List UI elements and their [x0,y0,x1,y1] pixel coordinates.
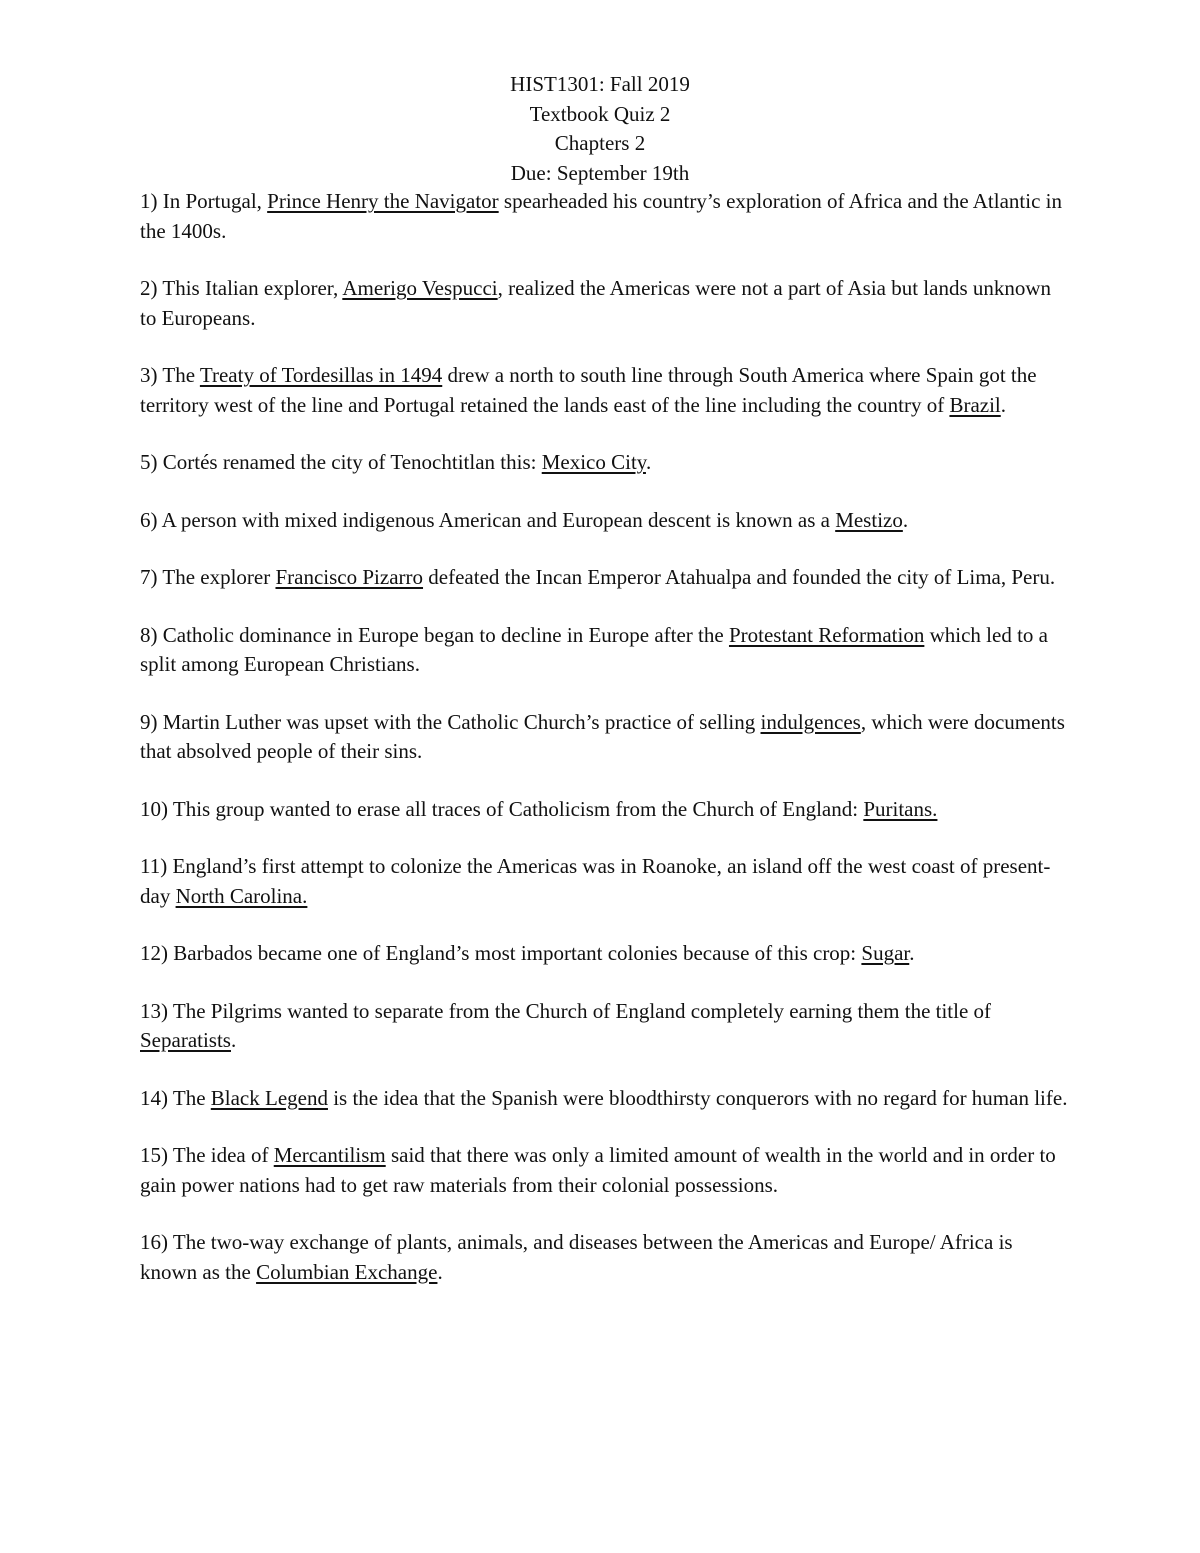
answer-12: Sugar [861,941,910,965]
answer-10: Puritans. [863,796,938,821]
answer-8: Protestant Reformation [728,622,925,647]
question-7: 7) The explorer Francisco Pizarro defeated the Incan Emperor Atahualpa and founded the city of Lima, Peru. [140,565,1056,589]
answer-11: North Carolina. [175,883,308,908]
answer-14: Black Legend [210,1085,328,1110]
question-11: 11) England’s first attempt to colonize the Americas was in Roanoke, an island off the west coast of present-day North Carolina. [140,854,1051,908]
question-3: 3) The Treaty of Tordesillas in 1494 drew a north to south line through South America where Spain got the territory west of the line and Portugal retained the lands east of the line including the country of Brazil. [140,363,1037,417]
question-2: 2) This Italian explorer, Amerigo Vespucci, realized the Americas were not a part of Asia but lands unknown to Europeans. [140,276,1052,330]
question-6: 6) A person with mixed indigenous American and European descent is known as a Mestizo. [140,507,909,532]
answer-13: Separatists [140,1028,231,1052]
question-9: 9) Martin Luther was upset with the Catholic Church’s practice of selling indulgences, which were documents that absolved people of their sins. [140,709,1065,763]
question-14: 14) The Black Legend is the idea that the Spanish were bloodthirsty conquerors with no regard for human life. [140,1085,1068,1110]
question-1: 1) In Portugal, Prince Henry the Navigator spearheaded his country’s exploration of Africa and the Atlantic in the 1400s. [140,189,1063,243]
answer-3b: Brazil [949,392,1001,417]
question-16: 16) The two-way exchange of plants, animals, and diseases between the Americas and Europe/ Africa is known as the Columbian Exchange. [140,1230,1013,1284]
answer-16: Columbian Exchange [256,1259,438,1284]
chapters-line: Chapters 2 [554,131,646,155]
answer-6: Mestizo [835,507,903,532]
document-header [0,70,1200,188]
question-12: 12) Barbados became one of England’s most important colonies because of this crop: Sugar. [140,941,915,965]
question-15: 15) The idea of Mercantilism said that there was only a limited amount of wealth in the world and in order to gain power nations had to get raw materials from their colonial possessions. [140,1143,1056,1197]
question-10: 10) This group wanted to erase all traces of Catholicism from the Church of England: Puritans. [140,796,938,821]
answer-3: Treaty of Tordesillas in 1494 [199,363,443,387]
question-8: 8) Catholic dominance in Europe began to decline in Europe after the Protestant Reformation which led to a split among European Christians. [140,622,1048,676]
question-13: 13) The Pilgrims wanted to separate from the Church of England completely earning them the title of Separatists. [140,998,992,1052]
answer-7: Francisco Pizarro [275,565,424,589]
answer-9: indulgences [760,709,861,734]
question-5: 5) Cortés renamed the city of Tenochtitlan this: Mexico City. [140,450,652,474]
course-title: HIST1301: Fall 2019 [510,72,690,96]
answer-2: Amerigo Vespucci [342,276,498,300]
due-date: Due: September 19th [510,160,690,185]
answer-1: Prince Henry the Navigator [267,189,499,213]
quiz-title: Textbook Quiz 2 [529,101,671,126]
answer-15: Mercantilism [273,1143,386,1167]
answer-5: Mexico City [541,450,646,474]
question-list [140,187,1070,1315]
